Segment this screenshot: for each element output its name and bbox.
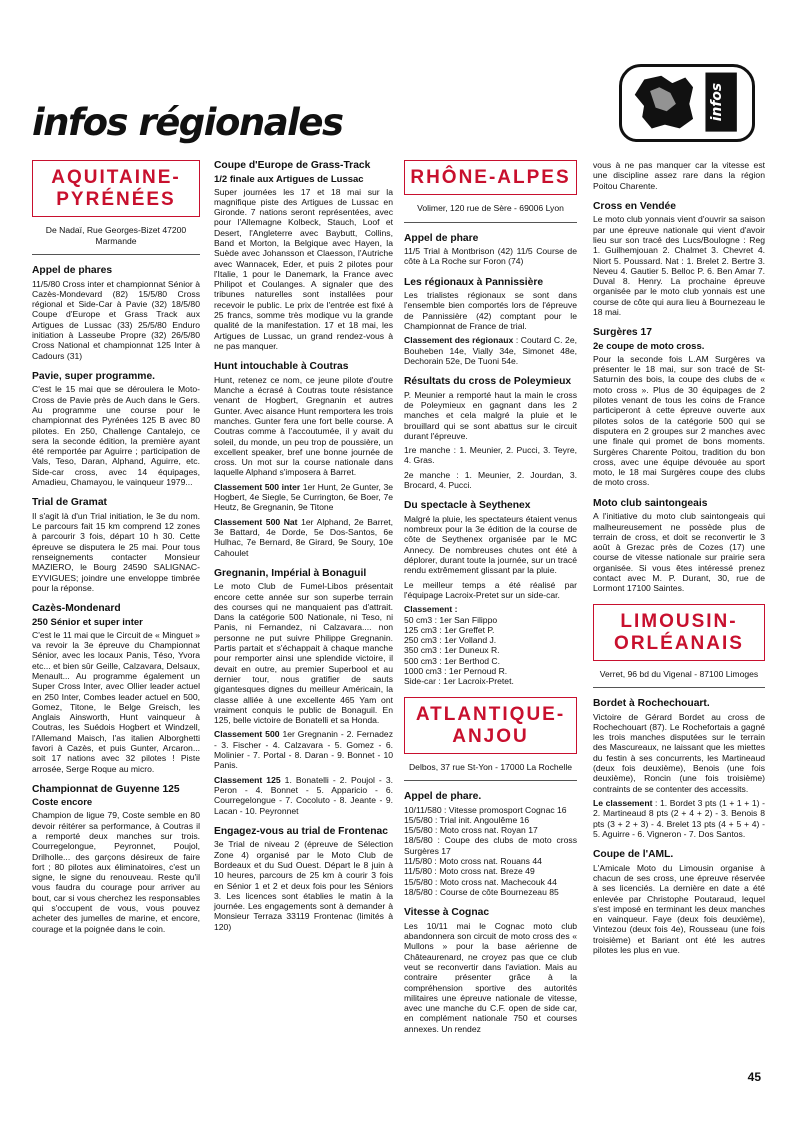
article-title: Appel de phare [404,232,479,244]
article-title: Cazès-Mondenard [32,603,121,615]
results-paragraph [214,517,393,558]
region-address: Delbos, 37 rue St-Yon - 17000 La Rochelle [404,756,577,782]
results-label: Classement 125 [214,774,281,785]
article-title: Résultats du cross de Poleymieux [404,376,572,388]
article-title: Appel de phare. [404,791,482,803]
list-item: 18/5/80 : Course de côte Bournezeau 85 [404,886,559,897]
article-body: Champion de ligue 79, Coste semble en 80 devoir réitérer sa performance, à Coutras il a remporté deux manches sur trois. Courregelongue, Peyronnet, Poujol, Drilholle... des garçons désireux de faire fort ; 80 pilotes aux éliminatoires, c'est un signe, le signe du renouveau. Reste qu'il vous faudra du courage pour arriver au bout, car si vous cherchez les responsables qui s'occupent de vous, vous pouvez acheter des jumelles de marine, et encore, courage et la poignée dans le coin. [32,810,200,934]
list-item: 15/5/80 : Moto cross nat. Machecouk 44 [404,876,557,887]
article-title: Bordet à Rochechouart. [593,698,710,710]
list-item: 15/5/80 : Trial init. Angoulême 16 [404,814,530,825]
results-label: Classement 500 Nat [214,516,298,527]
results-text: 1er Gregnanin - 2. Fernadez - 3. Fischer - 4. Calzavara - 5. Gomez - 6. Molinier - 7. Portal - 8. Daran - 9. Bonnet - 10 Panis. [214,729,393,771]
results-label: Classement 500 [214,729,280,740]
event-list [404,805,577,898]
region-header-atlantique [404,697,577,754]
results-label: Le classement [593,797,653,808]
list-item: 1000 cm3 : 1er Pernoud R. [404,666,508,676]
article-body: Malgré la pluie, les spectateurs étaient venus nombreux pour la 3e édition de la course de côte de Seythenex organisée par le MC Annecy. De nombreuses chutes ont été à déplorer, durant toute la journée, sur un tracé rendu extrêmement glissant par la pluie. [404,513,577,576]
article-title: Pavie, super programme. [32,370,156,382]
article-body: Le moto Club de Fumel-Libos présentait encore cette année sur son superbe terrain des courses qui ne manquaient pas d'attrait. Dans la catégorie 500 Nationale, ni Teso, ni Panis, ni Fernandez, ni Calzavara.... non personne ne put suivre Philippe Gregnanin. Partis partait et s'échappait à chaque manche pour remporter ainsi une splendide victoire, il devait en outre, au premier Superbool et au dernier tour, nous gratifier de sauts gigantesques dignes du meilleur Américain, la classe alliée à une excellente 465 Yam ont vraiment conquis le public de Bonaguil. En 125, belle victoire de Bonatelli et sa Honda. [214,581,393,726]
article-body: C'est le 15 mai que se déroulera le Moto-Cross de Pavie près de Auch dans le Gers. Au programme une course pour le championnat des Pyrénées 125 B avec 80 pilotes. En 250, Challenge Cantalejo, ce sera la seconde édition, la première ayant été remportée par Aguirre ; participation de Vals, Teso, Daran, Alphand, Aguirre, etc. Side-car cross, avec 14 équipages, Amadieu, Chamayou, le vainqueur 1979... [32,384,200,488]
article-body: Super journées les 17 et 18 mai sur la magnifique piste des Artigues de Lussac en Gironde. 7 nations seront représentées, avec pour l'Allemagne Kolbeck, Stauch, Loof et Desert, l'Angleterre avec Baybutt, Collins, Band et Morton, la Belgique avec Hayen, la Suède avec Johansson et Claesson, l'Autriche avec Wannacek, Eder, et puis 2 pilotes pour l'Italie, 1 pour le Danemark, la France avec Philipot et Coulanges. A signaler que des tribunes naturelles sont installées pour recevoir le public. Le prix de l'entrée est fixé à 25 francs, somme très modique vu la grande qualité de la manifestation. 17 et 18 mai, les Artigues de Lussac, un grand rendez-vous à ne pas manquer. [214,186,393,351]
results-label: Classement des régionaux [404,335,514,346]
list-item: 125 cm3 : 1er Greffet P. [404,624,495,635]
results-text: 1er Hunt, 2e Gunter, 3e Hogbert, 4e Siegle, 5e Currington, 6e Boer, 7e Heutz, 8e Gregnanin, 9e Titone [214,481,394,513]
article-body: 11/5/80 Cross inter et championnat Sénior à Cazès-Mondevard (82) 15/5/80 Cross régional et Side-Car à Pavie (32) 18/5/80 Coupe d'Europe et Grass Track aux Artigues de Lussac (33) 25/5/80 Enduro initiation à Lasseube Propre (32) 26/5/80 Cross National et championnat 125 Inter à Cadours (31) [32,278,200,361]
article-title: Moto club saintongeais [593,497,708,509]
results-label: Classement 500 inter [214,481,301,492]
article-title: Du spectacle à Seythenex [404,500,531,512]
page-masthead: infos régionales [32,101,343,144]
article-subtitle: 250 Sénior et super inter [32,616,143,628]
article-title: Cross en Vendée [593,200,676,212]
article-body: Les trialistes régionaux se sont dans l'ensemble bien comportés lors de l'épreuve de Pannissière (42) comptant pour le Championnat de France de trial. [404,290,577,331]
results-list [404,615,577,687]
list-item: 11/5/80 : Moto cross nat. Breze 49 [404,866,535,877]
article-title: Appel de phares [32,265,113,276]
results-paragraph [593,798,765,839]
list-item: 18/5/80 : Coupe des clubs de moto cross Surgères 17 [404,835,577,856]
svg-text:infos: infos [709,82,726,122]
article-body: Il s'agit là d'un Trial initiation, le 3e du nom. Le parcours fait 15 km comprend 12 zones à parcourir 3 fois, départ 10 h 30. Cette épreuve se disputera le 25 mai. Pour tous renseignements contacter Monsieur MAZIERO, le Bourg 24590 SALIGNAC-EYVIGUES; joindre une enveloppe timbrée pour la réponse. [32,510,200,593]
list-item: 250 cm3 : 1er Volland J. [404,635,497,646]
article-body: Les 10/11 mai le Cognac moto club abandonnera son circuit de moto cross des « Mullons » pour la base aérienne de Châteaurenard, ne croyez pas que ce club veut se reconvertir dans l'aviation. Mais au contraire présenter grâce à la compréhension sportive des autorités militaires une épreuve nationale de vitesse, avec une manche du C.F. open de side car, en complément nationale 750 et courses annexes. Un rendez [404,920,577,1034]
infos-logo [619,64,755,142]
article-body: L'Amicale Moto du Limousin organise à chacun de ses cross, une épreuve réservée à ses licenciés. La dernière en date a été enlevée par Christophe Poutaraud, lequel s'est imposé en terminant les deux manches en vainqueur. Faye (deux fois deuxième), Vintezou (deux fois 4e), Rousseau (une fois troisième) et Bariant ont été les autres pilotes les plus en vue. [593,862,765,956]
article-body: P. Meunier a remporté haut la main le cross de Poleymieux en gagnant dans les 2 manches et cela malgré la pluie et le brouillard qui se sont abattus sur le circuit durant l'épreuve. [404,389,577,441]
france-map-logo-icon [622,67,752,139]
region-name: LIMOUSIN-ORLÉANAIS [614,610,744,654]
column-three [404,160,577,1038]
article-subtitle: 2e coupe de moto cross. [593,340,705,352]
article-body: Victoire de Gérard Bordet au cross de Rochechouart (87). Le Rochefortais a gagné les trois manches disputées sur le terrain des Mascureaux, ne laissant que les miettes du festin à ses concurrents, les Martineaud (deux fois deuxième), Benois (une fois deuxième), Roncin (une fois troisième) contraints de se contenter des accessits. [593,711,765,794]
region-header-rhone [404,160,577,195]
article-title: Vitesse à Cognac [404,907,490,919]
results-label: Classement : [404,604,458,615]
article-title: Coupe de l'AML. [593,849,674,861]
article-body: A l'initiative du moto club saintongeais qui malheureusement ne possède plus de terrain de cross, et doit se reconvertir le 3 août à Grezac près de Cozes (17) une course de vitesse nationale sur prairie sera organisée. Si vous êtes intéressé prenez contact avec M. P. Durant, 30, rue de Lormont 17100 Saintes. [593,511,765,594]
list-item: 350 cm3 : 1er Duneux R. [404,645,500,656]
article-body: Le moto club yonnais vient d'ouvrir sa saison par une épreuve nationale qui vient d'avoir lieu sur son tracé des Lucs/Boulogne : Reg 1. Guilhemjouan 2. Chalmet 3. Chevret 4. Niort 5. Poussard. Nat : 1. Brelet 2. Bertre 3. Neveu 4. Gautier 5. Belloc P. 6. Ben Amar 7. Duval 8. Henry. La prochaine épreuve organisée par le moto club yonnais est une course de côte qui aura lieu à Bournezeau le 18 mai. [593,214,765,318]
article-subtitle: 1/2 finale aux Artigues de Lussac [214,173,364,185]
results-paragraph [404,335,577,366]
article-subtitle: Coste encore [32,797,93,809]
results-text: 1. Bonatelli - 2. Poujol - 3. Peron - 4. Bonnet - 5. Apparicio - 6. Courregelongue - 7. Cocoluto - 8. Jeante - 9. Lacan - 10. Peyronnet [214,774,393,816]
region-header-aquitaine [32,160,200,217]
results-paragraph [214,775,393,816]
article-title: Engagez-vous au trial de Frontenac [214,825,388,837]
results-text: : Coutard C. 2e, Bouheben 14e, Vially 34e, Simonet 48e, Dechorain 52e, De Tuoni 54e. [404,335,577,366]
page-number: 45 [747,1070,761,1084]
article-body: Pour la seconde fois L.AM Surgères va présenter le 18 mai, sur son tracé de St-Saturnin des bois, la coupe des clubs de « moto cross ». Plus de 30 équipages de 2 pilotes venant de tous les coins de France participeront à cette épreuve ouverte aux pilotes solos de la catégorie 500 qui se disputera en 2 groupes sur 2 manches avec une finale qui promet de bons moments. Surgères Charente Poitou, tradition du bon cross, avec une équipe dévouée au sport moto, le 18 mai Surgères coupe des clubs de moto cross. [593,353,765,488]
results-text: : 1. Bordet 3 pts (1 + 1 + 1) - 2. Martineaud 8 pts (2 + 4 + 2) - 3. Benois 8 pts (3 + 2 + 3) - 4. Brelet 13 pts (4 + 5 + 4) - 5. Aguirre - 6. Vigneron - 7. Dos Santos. [593,797,765,839]
region-name: AQUITAINE-PYRÉNÉES [51,167,181,210]
article-title: Hunt intouchable à Coutras [214,361,349,373]
list-item: 500 cm3 : 1er Berthod C. [404,655,501,666]
region-address: De Nadaï, Rue Georges-Bizet 47200 Marmande [32,219,200,255]
list-item: Side-car : 1er Lacroix-Pretet. [404,676,514,687]
region-address: Volimer, 120 rue de Sère - 69006 Lyon [404,197,577,223]
article-body: Le meilleur temps a été réalisé par l'équipage Lacroix-Pretet sur un side-car. [404,579,577,600]
article-body: Hunt, retenez ce nom, ce jeune pilote d'outre Manche a écrasé à Coutras toute résistance venant de Hogbert, Gregnanin et autres Gunter. Avec aisance Hunt remportera les trois manches. Gunter fera une fort belle course. A Coutras comme à l'accoutumée, il y avait du soleil, du monde, un peu trop de poussière, un excellent speaker, bref une bonne journée de cross. Un mot sur la course nationale dans laquelle Alphand s'imposera à Barret. [214,374,393,478]
region-name: RHÔNE-ALPES [410,167,571,188]
column-two [214,160,393,936]
article-title: Coupe d'Europe de Grass-Track [214,160,371,171]
results-paragraph [214,482,393,513]
list-item: 10/11/580 : Vitesse promosport Cognac 16 [404,804,567,815]
region-name: ATLANTIQUE-ANJOU [415,703,566,747]
article-title: Les régionaux à Pannissière [404,276,544,288]
list-item: 11/5/80 : Moto cross nat. Rouans 44 [404,856,542,867]
article-title: Surgères 17 [593,327,652,339]
list-item: 15/5/80 : Moto cross nat. Royan 17 [404,825,538,836]
article-title: Gregnanin, Impérial à Bonaguil [214,567,367,579]
region-address: Verret, 96 bd du Vigenal - 87100 Limoges [593,663,765,689]
article-body: 3e Trial de niveau 2 (épreuve de Sélection Zone 4) organisé par le Moto Club de Bordeaux et du Sud Ouest. Départ le 8 juin à 10 heures, parcours de 25 km à courir 3 fois en Sénior 1 et 2 et deux fois pour les Séniors 3. Les licences sont établies le matin à la journée. Les engagements sont à demander à Monsieur Terraza 33119 Frontenac (limités à 120) [214,839,393,932]
results-text: 1re manche : 1. Meunier, 2. Pucci, 3. Teyre, 4. Gras. [404,445,577,466]
column-four [593,160,765,959]
article-body: C'est le 11 mai que le Circuit de « Minguet » va revoir la 3e épreuve du Championnat Sénior, avec les locaux Panis, Téso, Yvora etc... et bien sûr Geille, Calzavara, Delsaux, Menault... Au programme également un Super Cross Inter, avec Ollier leader actuel en 250 Inter, Combes leader actuel en 500, Gomez, Titone, le Belge Greisch, les Anglais Ainsworth, Hunt vainqueur à Coutras, les Suédois Hogbert et Windzell, l'Allemand Maisch, l'as italien Alborghetti favori à Cazès, et puis Gunter, Arcaron... soit 17 nations avec 32 pilotes ! Piste arrosée, Serge Roque au micro. [32,629,200,774]
article-title: Trial de Gramat [32,497,107,509]
results-paragraph [214,729,393,770]
article-body: 11/5 Trial à Montbrison (42) 11/5 Course de côte à La Roche sur Foron (74) [404,246,577,267]
region-header-limousin [593,604,765,661]
results-text: 2e manche : 1. Meunier, 2. Jourdan, 3. Brocard, 4. Pucci. [404,469,577,491]
article-title: Championnat de Guyenne 125 [32,783,180,795]
list-item: 50 cm3 : 1er San Filippo [404,614,498,625]
article-body: vous à ne pas manquer car la vitesse est une discipline assez rare dans la région Poitou Charente. [593,160,765,191]
results-text: 1er Alphand, 2e Barret, 3e Battard, 4e Dorde, 5e Dos-Santos, 6e Hulhac, 7e Bernard, 8e Girard, 9e Soury, 10e Cahoulet [214,516,393,558]
column-aquitaine [32,160,200,938]
